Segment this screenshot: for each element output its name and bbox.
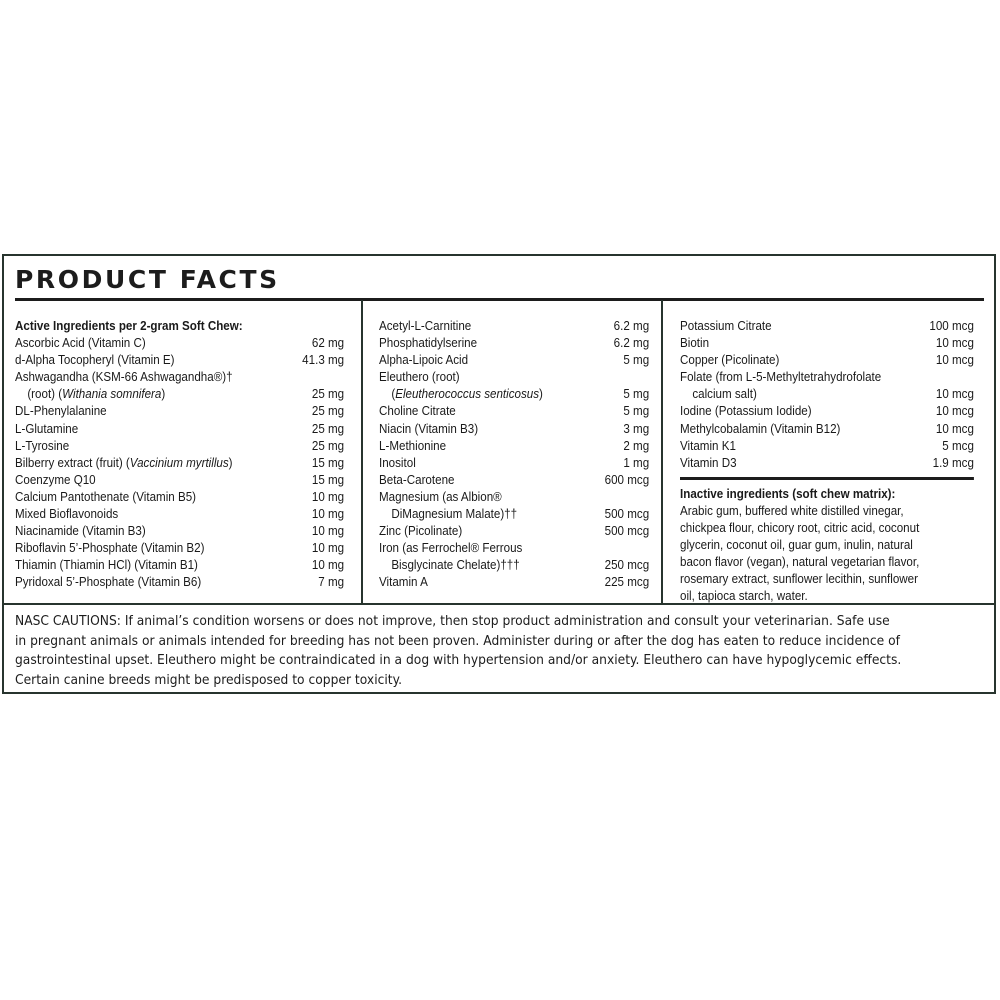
ingredient-name: Niacin (Vitamin B3): [379, 420, 479, 436]
ingredient-row: [15, 368, 344, 385]
ingredient-amount: 25 mg: [311, 403, 345, 419]
ingredient-amount: 25 mg: [311, 420, 345, 436]
ingredient-row: [379, 556, 649, 573]
ingredient-row: [379, 539, 649, 556]
ingredient-name: Choline Citrate: [379, 403, 456, 419]
ingredient-name: Vitamin K1: [680, 437, 736, 453]
ingredient-amount: 25 mg: [311, 386, 345, 402]
ingredient-row: [15, 539, 344, 556]
ingredient-name: Vitamin D3: [680, 454, 737, 470]
ingredient-amount: 1.9 mcg: [932, 454, 974, 470]
ingredient-amount: 2 mg: [623, 437, 650, 453]
ingredient-amount: 5 mg: [623, 352, 650, 368]
ingredient-amount: 10 mg: [311, 523, 345, 539]
caution-line: gastrointestinal upset. Eleuthero might be contraindicated in a dog with hypertension and/or anxiety. Eleuthero can have hypoglycemic effects.: [15, 652, 902, 669]
ingredient-amount: 5 mcg: [942, 437, 974, 453]
ingredient-row: [379, 420, 649, 437]
ingredient-name: Bilberry extract (fruit) (Vaccinium myrtillus): [15, 454, 233, 470]
ingredient-name: calcium salt): [692, 386, 757, 402]
ingredient-amount: 100 mcg: [929, 318, 974, 333]
ingredient-name: Thiamin (Thiamin HCl) (Vitamin B1): [15, 557, 198, 573]
column-divider-1: [361, 300, 363, 605]
ingredients-column-2: [379, 317, 649, 591]
ingredient-amount: 10 mcg: [935, 386, 974, 402]
inactive-line: chickpea flour, chicory root, citric acid, coconut: [680, 520, 920, 536]
ingredient-amount: 25 mg: [311, 437, 345, 453]
ingredient-amount: 1 mg: [623, 454, 650, 470]
product-facts-panel: [2, 254, 996, 694]
inactive-separator: [680, 477, 974, 480]
ingredient-row: [379, 368, 649, 385]
botanical-name: Eleutherococcus senticosus: [395, 386, 540, 402]
title-rule: [15, 298, 984, 301]
ingredient-row: [15, 505, 344, 522]
ingredient-name: d-Alpha Tocopheryl (Vitamin E): [15, 352, 175, 368]
ingredient-row: [15, 522, 344, 539]
ingredient-row: [680, 437, 974, 454]
ingredients-column-3: [680, 317, 974, 605]
ingredient-name: Potassium Citrate: [680, 318, 772, 333]
ingredient-row: [15, 454, 344, 471]
ingredient-row: [680, 420, 974, 437]
ingredient-row: [680, 385, 974, 402]
ingredient-row: [379, 573, 649, 590]
nasc-cautions: [15, 612, 1000, 690]
inactive-ingredients-header: Inactive ingredients (soft chew matrix):: [680, 485, 896, 501]
active-ingredients-header: Active Ingredients per 2-gram Soft Chew:: [15, 318, 243, 333]
ingredient-name: Iron (as Ferrochel® Ferrous: [379, 540, 523, 556]
ingredient-name: Riboflavin 5’-Phosphate (Vitamin B2): [15, 540, 205, 556]
ingredient-amount: 500 mcg: [604, 523, 650, 539]
ingredient-row: [15, 471, 344, 488]
ingredient-row: [379, 454, 649, 471]
ingredient-name: Phosphatidylserine: [379, 335, 478, 351]
botanical-name: Withania somnifera: [62, 386, 162, 402]
ingredient-row: [379, 505, 649, 522]
ingredient-name: Mixed Bioflavonoids: [15, 506, 119, 522]
ingredient-name: Eleuthero (root): [379, 369, 460, 385]
ingredient-amount: 6.2 mg: [613, 318, 650, 333]
ingredient-row: [15, 385, 344, 402]
ingredient-amount: 10 mcg: [935, 352, 974, 368]
inactive-ingredients-text: [680, 502, 974, 605]
ingredient-amount: 10 mcg: [935, 335, 974, 351]
ingredient-amount: 10 mg: [311, 557, 345, 573]
ingredient-amount: 10 mg: [311, 540, 345, 556]
ingredient-row: [379, 522, 649, 539]
ingredient-row: [15, 420, 344, 437]
ingredient-row: [15, 351, 344, 368]
ingredient-row: [379, 334, 649, 351]
ingredient-amount: 5 mg: [623, 386, 650, 402]
ingredient-amount: 5 mg: [623, 403, 650, 419]
ingredient-row: [15, 334, 344, 351]
ingredient-name: Vitamin A: [379, 574, 428, 590]
ingredient-name: Zinc (Picolinate): [379, 523, 463, 539]
ingredient-name: Acetyl-L-Carnitine: [379, 318, 472, 333]
ingredient-name: (Eleutherococcus senticosus): [391, 386, 543, 402]
ingredient-name: L-Tyrosine: [15, 437, 70, 453]
ingredient-row: [680, 334, 974, 351]
ingredient-row: [379, 471, 649, 488]
ingredient-amount: 7 mg: [318, 574, 345, 590]
ingredient-amount: 10 mcg: [935, 403, 974, 419]
ingredient-name: Coenzyme Q10: [15, 471, 96, 487]
ingredient-name: Ascorbic Acid (Vitamin C): [15, 335, 146, 351]
ingredient-row: [379, 351, 649, 368]
caution-line: Certain canine breeds might be predisposed to copper toxicity.: [15, 671, 403, 688]
ingredient-name: (root) (Withania somnifera): [27, 386, 166, 402]
ingredient-row: [15, 402, 344, 419]
ingredient-name: Copper (Picolinate): [680, 352, 780, 368]
ingredient-name: Alpha-Lipoic Acid: [379, 352, 469, 368]
inactive-line: Arabic gum, buffered white distilled vinegar,: [680, 502, 904, 518]
ingredient-name: Iodine (Potassium Iodide): [680, 403, 812, 419]
inactive-line: glycerin, coconut oil, guar gum, inulin, natural: [680, 537, 913, 553]
ingredient-amount: 250 mcg: [604, 557, 650, 573]
ingredient-row: [379, 317, 649, 334]
botanical-name: Vaccinium myrtillus: [129, 454, 229, 470]
ingredient-row: [379, 488, 649, 505]
ingredient-name: L-Methionine: [379, 437, 447, 453]
ingredient-name: Bisglycinate Chelate)†††: [391, 557, 520, 573]
ingredient-row: [15, 437, 344, 454]
ingredient-amount: 225 mcg: [604, 574, 650, 590]
ingredient-name: Inositol: [379, 454, 416, 470]
ingredient-amount: 10 mg: [311, 506, 345, 522]
inactive-line: oil, tapioca starch, water.: [680, 588, 808, 604]
ingredient-name: Calcium Pantothenate (Vitamin B5): [15, 488, 197, 504]
ingredient-row: [680, 317, 974, 334]
ingredients-column-1: [15, 317, 344, 591]
ingredient-list: [379, 317, 649, 591]
panel-title: PRODUCT FACTS: [15, 265, 280, 294]
ingredient-amount: 10 mg: [311, 488, 345, 504]
ingredient-name: L-Glutamine: [15, 420, 79, 436]
caution-line: in pregnant animals or animals intended for breeding has not been proven. Administer during or after the dog has eaten to reduce incidence of: [15, 632, 900, 649]
ingredient-name: Ashwagandha (KSM-66 Ashwagandha®)†: [15, 369, 233, 385]
caution-line: NASC CAUTIONS: If animal’s condition worsens or does not improve, then stop product administration and consult your veterinarian. Safe use: [15, 613, 890, 629]
ingredient-amount: 3 mg: [623, 420, 650, 436]
ingredient-row: [15, 556, 344, 573]
ingredient-amount: 15 mg: [311, 471, 345, 487]
ingredient-row: [680, 454, 974, 471]
ingredient-row: [680, 402, 974, 419]
ingredient-row: [680, 368, 974, 385]
ingredient-row: [379, 437, 649, 454]
ingredient-amount: 6.2 mg: [613, 335, 650, 351]
ingredient-row: [15, 488, 344, 505]
ingredient-amount: 600 mcg: [604, 471, 650, 487]
inactive-line: bacon flavor (vegan), natural vegetarian flavor,: [680, 554, 920, 570]
ingredient-name: DL-Phenylalanine: [15, 403, 107, 419]
ingredient-amount: 10 mcg: [935, 420, 974, 436]
ingredient-list: [15, 334, 344, 590]
ingredient-amount: 62 mg: [311, 335, 345, 351]
inactive-line: rosemary extract, sunflower lecithin, sunflower: [680, 571, 918, 587]
column-divider-2: [661, 300, 663, 605]
ingredient-amount: 41.3 mg: [302, 352, 345, 368]
ingredient-name: Beta-Carotene: [379, 471, 455, 487]
ingredient-list: [680, 317, 974, 471]
ingredient-row: [379, 402, 649, 419]
ingredient-row: [379, 385, 649, 402]
ingredient-amount: 15 mg: [311, 454, 345, 470]
ingredient-name: DiMagnesium Malate)††: [391, 506, 518, 522]
ingredient-name: Biotin: [680, 335, 710, 351]
ingredient-row: [680, 351, 974, 368]
ingredient-row: [15, 573, 344, 590]
ingredient-name: Methylcobalamin (Vitamin B12): [680, 420, 841, 436]
ingredient-name: Folate (from L-5-Methyltetrahydrofolate: [680, 369, 882, 385]
ingredient-name: Magnesium (as Albion®: [379, 488, 502, 504]
ingredient-name: Niacinamide (Vitamin B3): [15, 523, 146, 539]
ingredient-amount: 500 mcg: [604, 506, 650, 522]
ingredient-name: Pyridoxal 5’-Phosphate (Vitamin B6): [15, 574, 202, 590]
